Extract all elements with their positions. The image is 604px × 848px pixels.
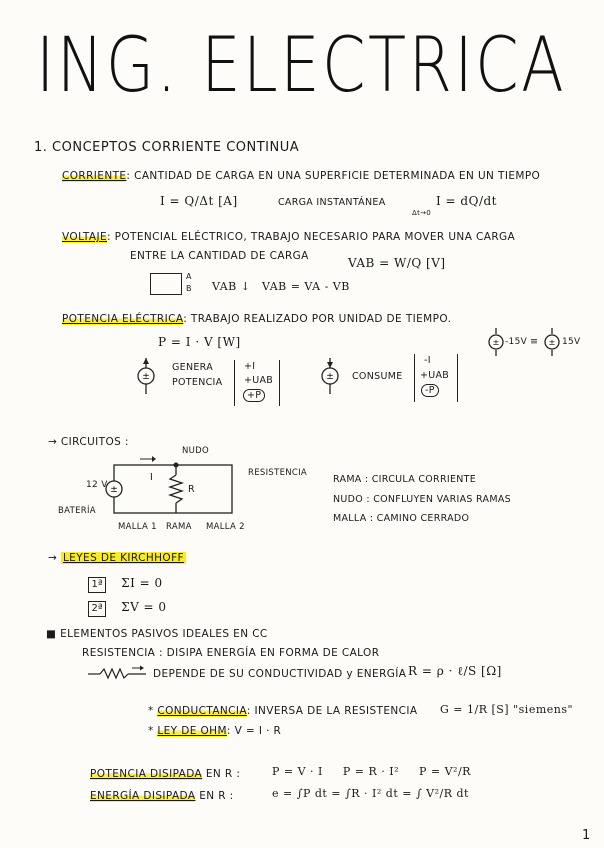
- resistor-label: R: [188, 484, 195, 495]
- generator-source-icon: [134, 358, 158, 394]
- potencia-disipada-def: EN R :: [205, 768, 241, 780]
- energia-disipada-def: EN R :: [199, 790, 234, 802]
- law2-number: 2ª: [88, 601, 106, 617]
- instant-formula: I = dQ/dt: [436, 194, 497, 208]
- resistencia-definition: RESISTENCIA : DISIPA ENERGÍA EN FORMA DE CALOR: [82, 647, 380, 659]
- corriente-definition: : CANTIDAD DE CARGA EN UNA SUPERFICIE DETERMINADA EN UN TIEMPO: [126, 170, 541, 182]
- circuitos-heading: → CIRCUITOS :: [48, 436, 129, 448]
- svg-text:±: ±: [142, 372, 150, 382]
- voltaje-definition-2: ENTRE LA CANTIDAD DE CARGA: [130, 250, 309, 262]
- ohm-term: LEY DE OHM: [157, 725, 227, 737]
- nudo-definition: NUDO : CONFLUYEN VARIAS RAMAS: [333, 494, 511, 505]
- source-equivalence: ≡: [530, 336, 539, 347]
- terminal-a: A: [186, 272, 192, 281]
- consume-voltage: +UAB: [420, 370, 450, 381]
- bateria-label: BATERÍA: [58, 506, 96, 516]
- page-number: 1: [582, 828, 591, 843]
- voltage-source-icon: [540, 328, 564, 356]
- genera-label-2: POTENCIA: [172, 377, 223, 388]
- consume-label: CONSUME: [352, 371, 403, 382]
- corriente-row: [62, 170, 540, 182]
- element-box: [150, 273, 182, 295]
- ohm-definition: : V = I · R: [226, 725, 282, 737]
- resistencia-label: RESISTENCIA: [248, 468, 308, 478]
- energia-disipada-term: ENERGÍA DISIPADA: [90, 790, 196, 802]
- consume-current: -I: [424, 355, 431, 366]
- consume-power: -P: [421, 384, 439, 397]
- voltaje-term: VOLTAJE: [62, 231, 107, 243]
- nudo-label: NUDO: [182, 446, 210, 456]
- vab-arrow: VAB ↓: [212, 280, 251, 293]
- svg-text:±: ±: [326, 372, 334, 382]
- ohm-row: * LEY DE OHM: V = I · R: [148, 725, 282, 737]
- current-label: I: [150, 472, 154, 483]
- malla1-label: MALLA 1: [118, 522, 157, 532]
- malla-definition: MALLA : CAMINO CERRADO: [333, 513, 470, 524]
- potencia-term: POTENCIA ELÉCTRICA: [62, 313, 184, 325]
- circuit-diagram: [100, 455, 250, 525]
- law2-formula: ΣV = 0: [121, 600, 167, 614]
- section-heading: 1. CONCEPTOS CORRIENTE CONTINUA: [34, 140, 300, 155]
- svg-text:±: ±: [548, 338, 556, 347]
- kirchhoff-law-1: [88, 572, 163, 593]
- conductancia-term: CONDUCTANCIA: [157, 705, 247, 717]
- conductance-formula: G = 1/R [S] "siemens": [440, 703, 574, 716]
- energia-disipada-formula: e = ∫P dt = ∫R · I² dt = ∫ V²/R dt: [272, 787, 469, 800]
- voltaje-definition-1: : POTENCIAL ELÉCTRICO, TRABAJO NECESARIO PARA MOVER UNA CARGA: [106, 231, 516, 243]
- rama-label: RAMA: [166, 522, 192, 532]
- potencia-disipada-term: POTENCIA DISIPADA: [90, 768, 203, 780]
- rama-definition: RAMA : CIRCULA CORRIENTE: [333, 474, 477, 485]
- genera-power: +P: [243, 389, 265, 402]
- energia-disipada-row: [90, 790, 234, 802]
- bullet-icon: ■: [46, 628, 61, 640]
- corriente-term: CORRIENTE: [62, 170, 127, 182]
- consumer-source-icon: [318, 358, 342, 394]
- corriente-formula: I = Q/Δt [A]: [160, 194, 238, 208]
- vab-equation: VAB = VA - VB: [262, 280, 350, 293]
- svg-text:±: ±: [110, 485, 118, 495]
- potencia-row: [62, 313, 451, 325]
- potencia-disipada-row: [90, 768, 240, 780]
- depende-text: DEPENDE DE SU CONDUCTIVIDAD y ENERGÍA: [153, 668, 407, 680]
- kirchhoff-heading: LEYES DE KIRCHHOFF: [62, 552, 184, 564]
- kirchhoff-law-2: [88, 596, 167, 617]
- resistance-formula: R = ρ · ℓ/S [Ω]: [408, 664, 502, 678]
- voltaje-row: [62, 231, 515, 243]
- page-title: ING. ELECTRICA: [36, 20, 567, 109]
- genera-current: +I: [244, 361, 256, 372]
- law1-formula: ΣI = 0: [121, 576, 163, 590]
- elementos-row: [46, 628, 268, 640]
- genera-voltage: +UAB: [244, 375, 274, 386]
- potencia-formula: P = I · V [W]: [158, 335, 241, 349]
- potencia-definition: : TRABAJO REALIZADO POR UNIDAD DE TIEMPO.: [183, 313, 452, 325]
- genera-label-1: GENERA: [172, 362, 213, 373]
- terminal-b: B: [186, 284, 192, 293]
- source-left-value: -15V: [505, 337, 528, 347]
- conductancia-definition: : INVERSA DE LA RESISTENCIA: [246, 705, 418, 717]
- kirchhoff-row: [48, 552, 186, 564]
- potencia-disipada-formulas: P = V · I P = R · I² P = V²/R: [272, 765, 471, 778]
- resistor-icon: [88, 664, 148, 680]
- arrow-icon: →: [48, 552, 61, 564]
- malla2-label: MALLA 2: [206, 522, 245, 532]
- voltage-label: 12 V: [86, 480, 108, 490]
- voltaje-formula: VAB = W/Q [V]: [348, 256, 446, 270]
- carga-instantanea-label: CARGA INSTANTÁNEA: [278, 197, 386, 208]
- limit-label: Δt→0: [412, 209, 432, 217]
- conductancia-row: * CONDUCTANCIA: INVERSA DE LA RESISTENCIA: [148, 705, 418, 717]
- elementos-heading: ELEMENTOS PASIVOS IDEALES EN CC: [60, 628, 268, 640]
- law1-number: 1ª: [88, 577, 106, 593]
- source-right-value: 15V: [562, 337, 581, 347]
- svg-text:±: ±: [492, 338, 500, 347]
